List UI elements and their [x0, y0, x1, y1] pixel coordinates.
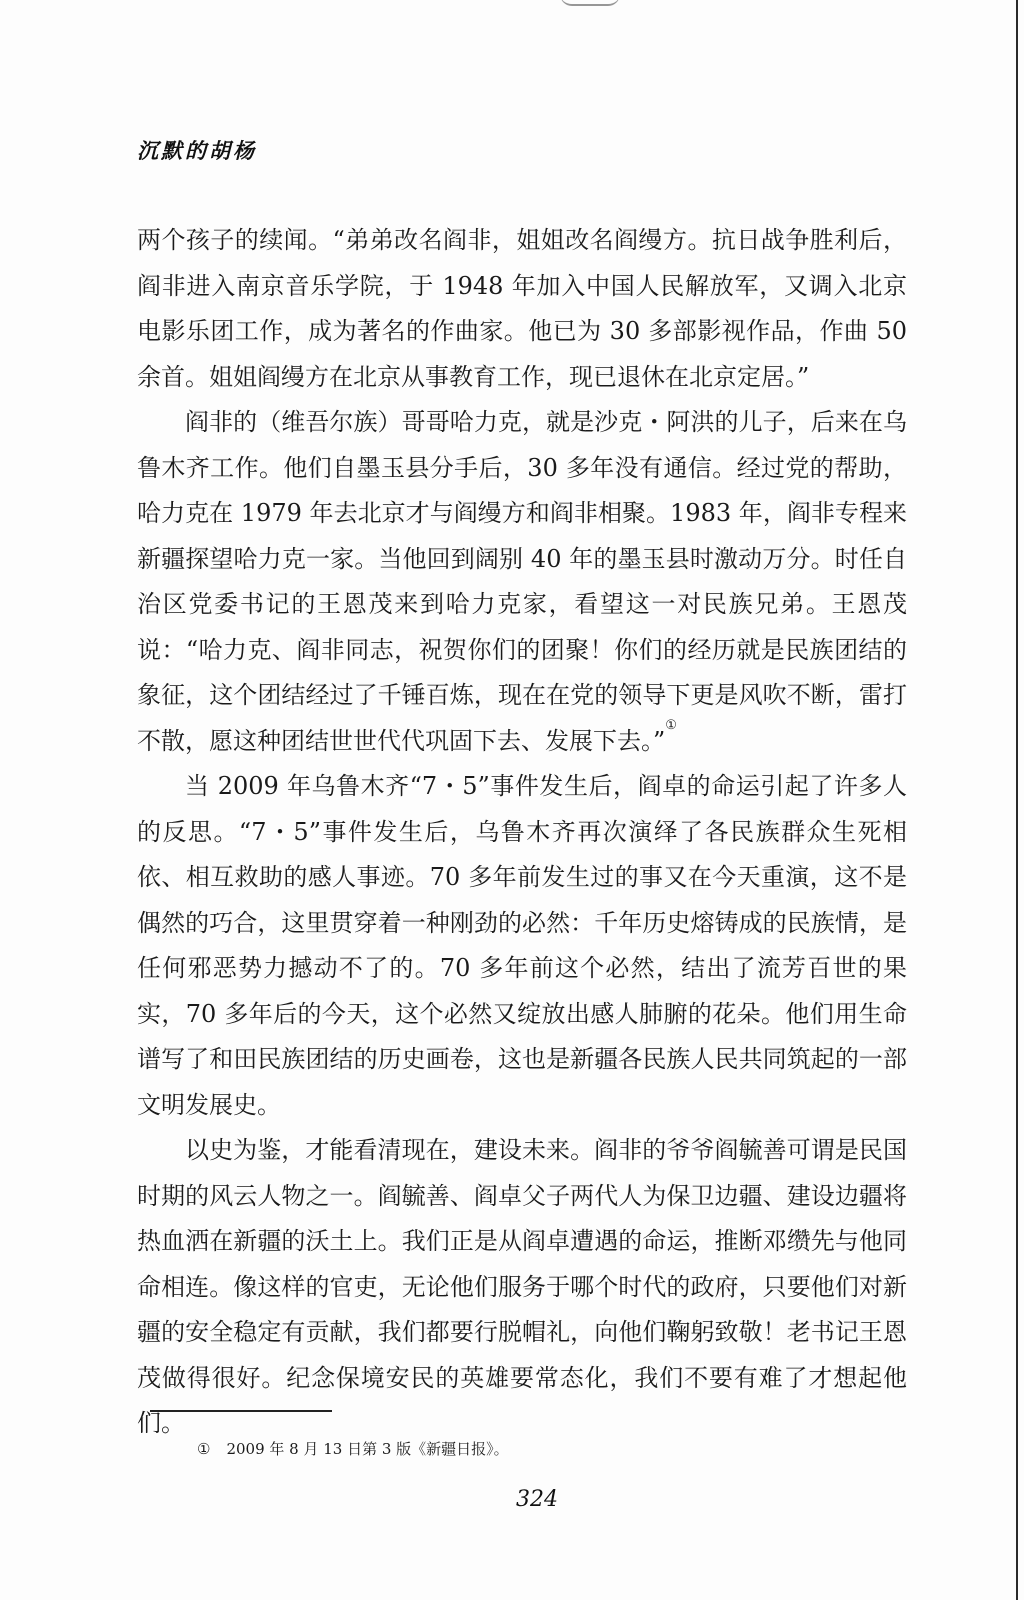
paragraph-2-text: 阎非的（维吾尔族）哥哥哈力克，就是沙克・阿洪的儿子，后来在乌鲁木齐工作。他们自墨玉县分手后，30 多年没有通信。经过党的帮助，哈力克在 1979 年去北京才与阎缦方和阎非相聚。1983 年，阎非专程来新疆探望哈力克一家。当他回到阔别 40 年的墨玉县时激动万分。时任自治区党委书记的王恩茂来到哈力克家，看望这一对民族兄弟。王恩茂说：“哈力克、阎非同志，祝贺你们的团聚！你们的经历就是民族团结的象征，这个团结经过了千锤百炼，现在在党的领导下更是风吹不断，雷打不散，愿这种团结世世代代巩固下去、发展下去。” — [137, 408, 907, 755]
scan-artifact — [560, 0, 620, 6]
footnote — [197, 1438, 509, 1459]
paragraph-2 — [137, 400, 907, 764]
running-head: 沉默的胡杨 — [137, 138, 257, 163]
paragraph-4: 以史为鉴，才能看清现在，建设未来。阎非的爷爷阎毓善可谓是民国时期的风云人物之一。阎毓善、阎卓父子两代人为保卫边疆、建设边疆将热血洒在新疆的沃土上。我们正是从阎卓遭遇的命运，推断邓缵先与他同命相连。像这样的官吏，无论他们服务于哪个时代的政府，只要他们对新疆的安全稳定有贡献，我们都要行脱帽礼，向他们鞠躬致敬！老书记王恩茂做得很好。纪念保境安民的英雄要常态化，我们不要有难了才想起他们。 — [137, 1136, 907, 1437]
page-edge-line — [1016, 0, 1018, 1600]
paragraph-1: 两个孩子的续闻。“弟弟改名阎非，姐姐改名阎缦方。抗日战争胜利后，阎非进入南京音乐学院，于 1948 年加入中国人民解放军，又调入北京电影乐团工作，成为著名的作曲家。他已为 30 多部影视作品，作曲 50 余首。姐姐阎缦方在北京从事教育工作，现已退休在北京定居。” — [137, 226, 907, 391]
footnote-text: 2009 年 8 月 13 日第 3 版《新疆日报》。 — [226, 1440, 509, 1458]
body-text — [137, 218, 907, 1447]
footnote-divider — [150, 1410, 332, 1412]
page-number: 324 — [516, 1487, 558, 1512]
footnote-mark: ① — [197, 1440, 211, 1458]
paragraph-3: 当 2009 年乌鲁木齐“7・5”事件发生后，阎卓的命运引起了许多人的反思。“7・5”事件发生后，乌鲁木齐再次演绎了各民族群众生死相依、相互救助的感人事迹。70 多年前发生过的事又在今天重演，这不是偶然的巧合，这里贯穿着一种刚劲的必然：千年历史熔铸成的民族情，是任何邪恶势力撼动不了的。70 多年前这个必然，结出了流芳百世的果实，70 多年后的今天，这个必然又绽放出感人肺腑的花朵。他们用生命谱写了和田民族团结的历史画卷，这也是新疆各民族人民共同筑起的一部文明发展史。 — [137, 772, 907, 1119]
footnote-reference[interactable]: ① — [665, 717, 677, 733]
